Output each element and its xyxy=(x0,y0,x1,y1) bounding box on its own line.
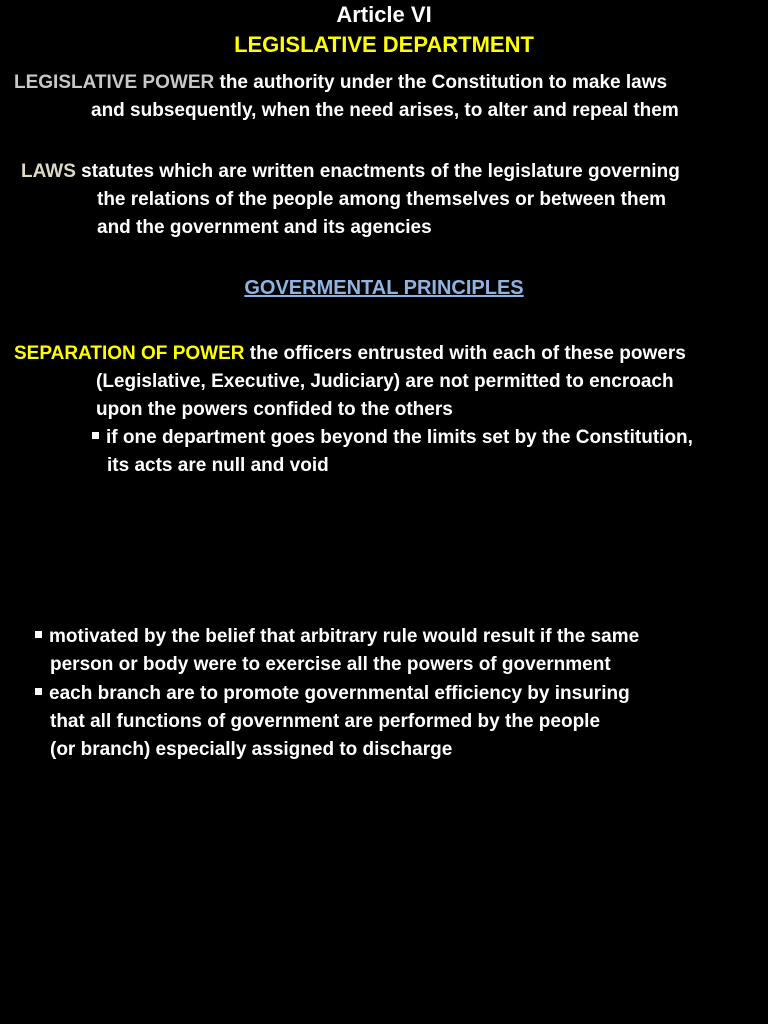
legislative-power-definition: the authority under the Constitution to make laws xyxy=(214,72,668,93)
separation-line-2: (Legislative, Executive, Judiciary) are not permitted to encroach xyxy=(96,371,674,392)
separation-sub-bullet-line-2: its acts are null and void xyxy=(107,455,329,476)
laws-line-3: and the government and its agencies xyxy=(97,217,432,238)
separation-sub-bullet xyxy=(92,424,693,452)
legislative-power-line-1 xyxy=(14,69,667,97)
square-bullet-icon xyxy=(92,432,99,439)
bullet-2-line-1: each branch are to promote governmental efficiency by insuring xyxy=(49,683,630,704)
separation-sub-bullet-line-1: if one department goes beyond the limits set by the Constitution, xyxy=(106,427,693,448)
legislative-power-term: LEGISLATIVE POWER xyxy=(14,72,215,93)
department-title: LEGISLATIVE DEPARTMENT xyxy=(234,32,534,57)
separation-line-1 xyxy=(14,340,686,368)
governmental-principles-heading: GOVERMENTAL PRINCIPLES xyxy=(244,277,524,299)
bullet-1-line-2: person or body were to exercise all the powers of government xyxy=(50,654,611,675)
square-bullet-icon xyxy=(35,631,42,638)
separation-term: SEPARATION OF POWER xyxy=(14,343,245,364)
laws-line-1 xyxy=(21,158,680,186)
laws-term: LAWS xyxy=(21,161,76,182)
legislative-power-line-2: and subsequently, when the need arises, to alter and repeal them xyxy=(91,100,679,121)
separation-line-3: upon the powers confided to the others xyxy=(96,399,453,420)
article-title: Article VI xyxy=(336,2,432,27)
laws-definition: statutes which are written enactments of the legislature governing xyxy=(75,161,680,182)
bullet-2-line-3: (or branch) especially assigned to discharge xyxy=(50,739,453,760)
separation-definition: the officers entrusted with each of these powers xyxy=(244,343,686,364)
bullet-item-1 xyxy=(35,623,639,651)
square-bullet-icon xyxy=(35,688,42,695)
laws-line-2: the relations of the people among themselves or between them xyxy=(97,189,667,210)
bullet-1-line-1: motivated by the belief that arbitrary rule would result if the same xyxy=(49,626,640,647)
bullet-item-2 xyxy=(35,680,630,708)
bullet-2-line-2: that all functions of government are performed by the people xyxy=(50,711,601,732)
